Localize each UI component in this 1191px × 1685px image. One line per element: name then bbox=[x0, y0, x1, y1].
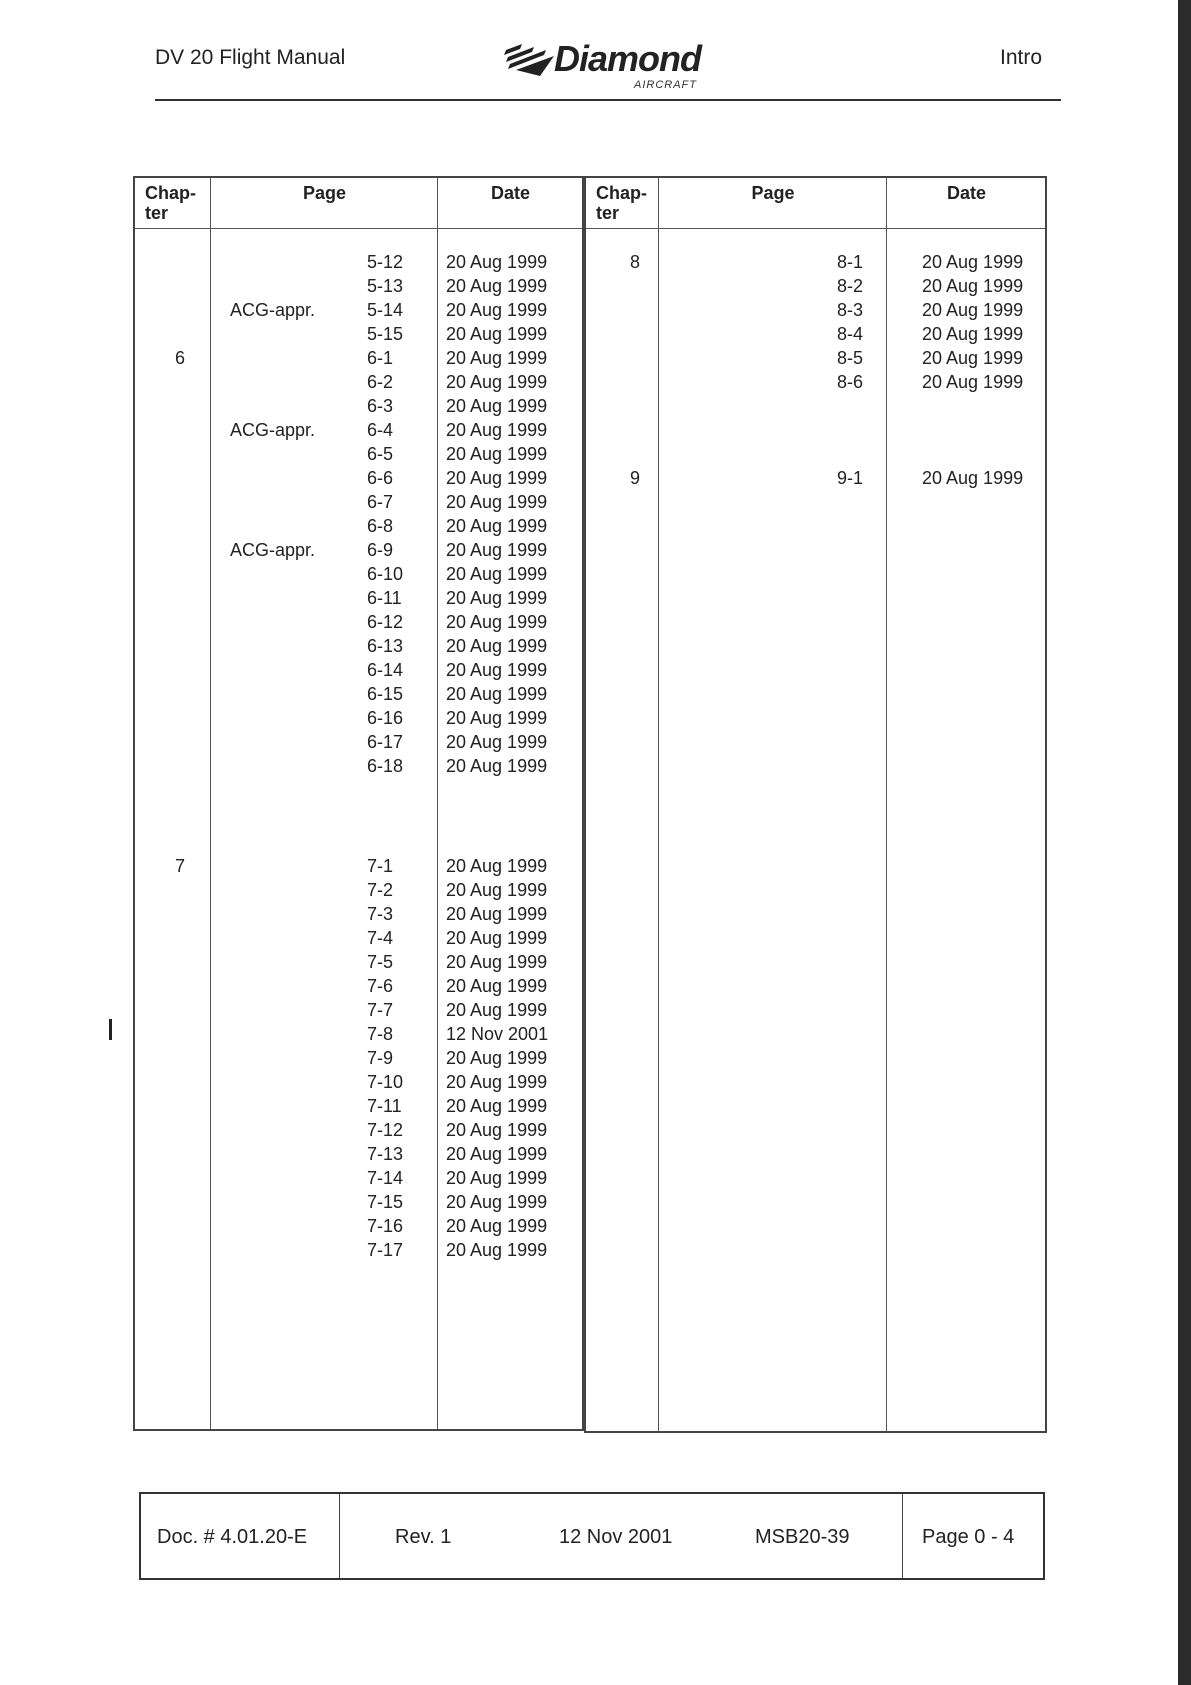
page-cell: 7-13 bbox=[367, 1144, 404, 1164]
page-cell: 7-7 bbox=[367, 1000, 394, 1020]
page-cell: 6-13 bbox=[367, 636, 404, 656]
date-cell: 20 Aug 1999 bbox=[446, 732, 548, 752]
date-cell: 20 Aug 1999 bbox=[446, 708, 548, 728]
date-cell: 20 Aug 1999 bbox=[446, 468, 548, 488]
page-cell: 7-3 bbox=[367, 904, 394, 924]
date-cell: 20 Aug 1999 bbox=[446, 612, 548, 632]
page-cell: 8-6 bbox=[836, 372, 863, 392]
page-cell: 6-11 bbox=[367, 588, 402, 608]
date-cell: 20 Aug 1999 bbox=[446, 660, 548, 680]
section-label: Intro bbox=[1000, 46, 1043, 69]
header-rule bbox=[155, 99, 1061, 101]
page-cell: 7-14 bbox=[367, 1168, 404, 1188]
date-cell: 20 Aug 1999 bbox=[446, 276, 548, 296]
page-cell: 5-12 bbox=[367, 252, 404, 272]
logo-stripes-icon bbox=[500, 40, 556, 80]
date-cell: 20 Aug 1999 bbox=[446, 324, 548, 344]
chapter-cell: 9 bbox=[630, 468, 641, 488]
date-cell: 20 Aug 1999 bbox=[922, 468, 1024, 488]
date-cell: 20 Aug 1999 bbox=[446, 856, 548, 876]
document-footer bbox=[139, 1492, 1045, 1580]
date-cell: 20 Aug 1999 bbox=[446, 420, 548, 440]
page-cell: 8-4 bbox=[836, 324, 863, 344]
page-cell: 8-3 bbox=[836, 300, 863, 320]
revision-date: 12 Nov 2001 bbox=[559, 1526, 673, 1548]
page-cell: 7-2 bbox=[367, 880, 394, 900]
page-cell: 5-13 bbox=[367, 276, 404, 296]
page-cell: 7-15 bbox=[367, 1192, 404, 1212]
date-cell: 20 Aug 1999 bbox=[446, 756, 548, 776]
approval-note: ACG-appr. bbox=[230, 420, 316, 440]
date-cell: 20 Aug 1999 bbox=[922, 300, 1024, 320]
page-cell: 6-10 bbox=[367, 564, 404, 584]
column-divider bbox=[437, 178, 438, 1429]
header-date: Date bbox=[490, 183, 530, 203]
page-cell: 6-3 bbox=[367, 396, 394, 416]
page-cell: 5-14 bbox=[367, 300, 404, 320]
date-cell: 20 Aug 1999 bbox=[446, 1192, 548, 1212]
page-cell: 7-16 bbox=[367, 1216, 404, 1236]
date-cell: 20 Aug 1999 bbox=[446, 1096, 548, 1116]
date-cell: 20 Aug 1999 bbox=[446, 880, 548, 900]
approval-note: ACG-appr. bbox=[230, 300, 316, 320]
page-cell: 5-15 bbox=[367, 324, 404, 344]
date-cell: 20 Aug 1999 bbox=[446, 684, 548, 704]
date-cell: 20 Aug 1999 bbox=[446, 540, 548, 560]
header-chapter: Chap- ter bbox=[596, 183, 647, 223]
date-cell: 20 Aug 1999 bbox=[446, 1000, 548, 1020]
logo-wordmark: Diamond bbox=[554, 38, 702, 79]
date-cell: 20 Aug 1999 bbox=[446, 564, 548, 584]
page-cell: 6-8 bbox=[367, 516, 394, 536]
page-cell: 6-1 bbox=[367, 348, 394, 368]
chapter-cell: 6 bbox=[175, 348, 186, 368]
page-cell: 6-12 bbox=[367, 612, 404, 632]
page-cell: 6-7 bbox=[367, 492, 394, 512]
page-cell: 7-9 bbox=[367, 1048, 394, 1068]
manual-title: DV 20 Flight Manual bbox=[155, 46, 346, 69]
header-divider bbox=[135, 228, 582, 229]
column-divider bbox=[658, 178, 659, 1431]
page-cell: 7-12 bbox=[367, 1120, 404, 1140]
date-cell: 12 Nov 2001 bbox=[446, 1024, 549, 1044]
date-cell: 20 Aug 1999 bbox=[446, 636, 548, 656]
date-cell: 20 Aug 1999 bbox=[922, 348, 1024, 368]
revision-table-right bbox=[584, 176, 1047, 1433]
date-cell: 20 Aug 1999 bbox=[446, 952, 548, 972]
msb-reference: MSB20-39 bbox=[755, 1526, 850, 1548]
revision-table-left bbox=[133, 176, 584, 1431]
page-number: Page 0 - 4 bbox=[922, 1526, 1015, 1548]
page-cell: 7-11 bbox=[367, 1096, 402, 1116]
date-cell: 20 Aug 1999 bbox=[922, 276, 1024, 296]
header-chapter: Chap- ter bbox=[145, 183, 196, 223]
page-cell: 9-1 bbox=[836, 468, 863, 488]
page-cell: 6-16 bbox=[367, 708, 404, 728]
revision-number: Rev. 1 bbox=[395, 1526, 452, 1548]
page-cell: 7-4 bbox=[367, 928, 394, 948]
column-divider bbox=[886, 178, 887, 1431]
date-cell: 20 Aug 1999 bbox=[446, 348, 548, 368]
page-cell: 6-2 bbox=[367, 372, 394, 392]
revision-change-bar bbox=[109, 1019, 112, 1040]
chapter-cell: 8 bbox=[630, 252, 641, 272]
date-cell: 20 Aug 1999 bbox=[446, 976, 548, 996]
date-cell: 20 Aug 1999 bbox=[446, 516, 548, 536]
date-cell: 20 Aug 1999 bbox=[446, 492, 548, 512]
page-cell: 8-1 bbox=[836, 252, 863, 272]
page-cell: 7-6 bbox=[367, 976, 394, 996]
date-cell: 20 Aug 1999 bbox=[446, 252, 548, 272]
date-cell: 20 Aug 1999 bbox=[446, 1168, 548, 1188]
date-cell: 20 Aug 1999 bbox=[446, 1048, 548, 1068]
logo-subtext: AIRCRAFT bbox=[634, 79, 697, 91]
header-page: Page bbox=[302, 183, 347, 203]
date-cell: 20 Aug 1999 bbox=[446, 1120, 548, 1140]
date-cell: 20 Aug 1999 bbox=[446, 1144, 548, 1164]
footer-divider bbox=[339, 1494, 340, 1578]
date-cell: 20 Aug 1999 bbox=[446, 444, 548, 464]
date-cell: 20 Aug 1999 bbox=[446, 904, 548, 924]
date-cell: 20 Aug 1999 bbox=[446, 396, 548, 416]
page-cell: 7-5 bbox=[367, 952, 394, 972]
page-cell: 6-17 bbox=[367, 732, 404, 752]
scan-edge bbox=[1178, 0, 1191, 1685]
page-cell: 7-1 bbox=[367, 856, 394, 876]
date-cell: 20 Aug 1999 bbox=[446, 372, 548, 392]
approval-note: ACG-appr. bbox=[230, 540, 316, 560]
page-cell: 6-9 bbox=[367, 540, 394, 560]
page-cell: 6-18 bbox=[367, 756, 404, 776]
page-cell: 6-15 bbox=[367, 684, 404, 704]
date-cell: 20 Aug 1999 bbox=[922, 252, 1024, 272]
date-cell: 20 Aug 1999 bbox=[922, 372, 1024, 392]
footer-divider bbox=[902, 1494, 903, 1578]
page-cell: 6-6 bbox=[367, 468, 394, 488]
header-date: Date bbox=[946, 183, 986, 203]
page-cell: 7-10 bbox=[367, 1072, 404, 1092]
date-cell: 20 Aug 1999 bbox=[922, 324, 1024, 344]
date-cell: 20 Aug 1999 bbox=[446, 928, 548, 948]
page-cell: 6-14 bbox=[367, 660, 404, 680]
page-cell: 8-5 bbox=[836, 348, 863, 368]
page-cell: 6-5 bbox=[367, 444, 394, 464]
doc-number: Doc. # 4.01.20-E bbox=[157, 1526, 308, 1548]
page-cell: 7-8 bbox=[367, 1024, 394, 1044]
date-cell: 20 Aug 1999 bbox=[446, 1216, 548, 1236]
date-cell: 20 Aug 1999 bbox=[446, 1240, 548, 1260]
date-cell: 20 Aug 1999 bbox=[446, 300, 548, 320]
page-cell: 8-2 bbox=[836, 276, 863, 296]
date-cell: 20 Aug 1999 bbox=[446, 588, 548, 608]
chapter-cell: 7 bbox=[175, 856, 186, 876]
date-cell: 20 Aug 1999 bbox=[446, 1072, 548, 1092]
page-cell: 7-17 bbox=[367, 1240, 404, 1260]
diamond-aircraft-logo bbox=[500, 38, 720, 98]
header-page: Page bbox=[751, 183, 795, 203]
column-divider bbox=[210, 178, 211, 1429]
header-divider bbox=[586, 228, 1045, 229]
page-cell: 6-4 bbox=[367, 420, 394, 440]
